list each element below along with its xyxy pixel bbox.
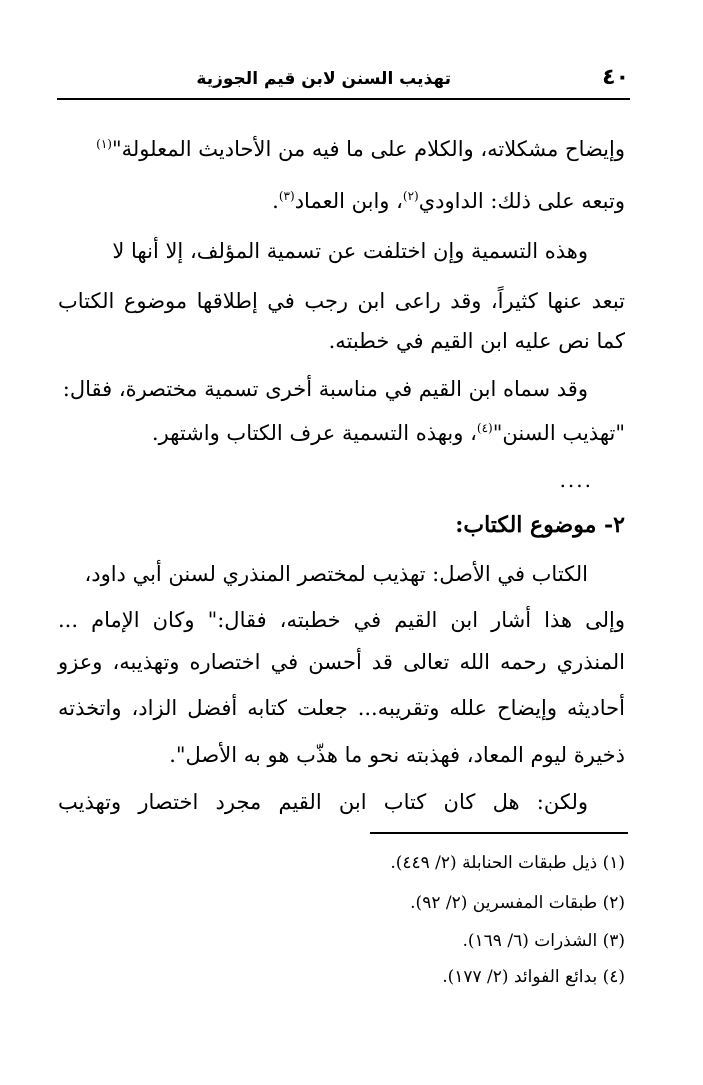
text-line: وهذه التسمية وإن اختلفت عن تسمية المؤلف، إلا أنها لا xyxy=(112,239,588,263)
footnote-mark: (١) xyxy=(96,137,112,151)
text-line: وقد سماه ابن القيم في مناسبة أخرى تسمية مختصرة، فقال: xyxy=(62,377,588,401)
text-line: ذخيرة ليوم المعاد، فهذبته نحو ما هذّب هو به الأصل". xyxy=(169,743,625,767)
text-line: وإيضاح مشكلاته، والكلام على ما فيه من الأحاديث المعلولة"$^{(١)}$ xyxy=(96,137,625,161)
text-line: وإلى هذا أشار ابن القيم في خطبته، فقال:" وكان الإمام ... xyxy=(58,608,625,632)
footnote-mark: (٣) xyxy=(278,189,295,203)
footnote: (٣) الشذرات (٦/ ١٦٩). xyxy=(462,931,625,951)
text-line: أحاديثه وإيضاح علله وتقريبه... جعلت كتابه أفضل الزاد، واتخذته xyxy=(58,696,625,720)
section-separator: .... xyxy=(559,468,593,492)
footnote-mark: (٤) xyxy=(476,421,493,435)
text-line: "تهذيب السنن"$^{(٤)}$، وبهذه التسمية عرف الكتاب واشتهر. xyxy=(151,421,625,445)
header-rule xyxy=(57,98,630,100)
text-line: الكتاب في الأصل: تهذيب لمختصر المنذري لسنن أبي داود، xyxy=(84,562,588,586)
text-line: تبعد عنها كثيراً، وقد راعى ابن رجب في إطلاقها موضوع الكتاب xyxy=(58,289,625,313)
text-line: ولكن: هل كان كتاب ابن القيم مجرد اختصار وتهذيب xyxy=(58,790,588,814)
text-line: المنذري رحمه الله تعالى قد أحسن في اختصاره وتهذيبه، وعزو xyxy=(58,650,625,674)
section-heading: ٢- موضوع الكتاب: xyxy=(455,512,625,538)
footnote-mark: (٢) xyxy=(402,189,419,203)
running-header xyxy=(57,64,629,96)
page-number: ٤٠ xyxy=(602,65,629,90)
footnote-rule xyxy=(370,832,628,834)
footnote: (٢) طبقات المفسرين (٢/ ٩٢). xyxy=(410,893,625,913)
running-title: تهذيب السنن لابن قيم الجوزية xyxy=(196,69,451,89)
text-line: وتبعه على ذلك: الداودي$^{(٢)}$، وابن العماد$^{(٣)}$. xyxy=(272,189,625,213)
footnote: (٤) بدائع الفوائد (٢/ ١٧٧). xyxy=(442,967,625,987)
text-line: كما نص عليه ابن القيم في خطبته. xyxy=(328,329,625,353)
footnote: (١) ذيل طبقات الحنابلة (٢/ ٤٤٩). xyxy=(390,853,625,873)
